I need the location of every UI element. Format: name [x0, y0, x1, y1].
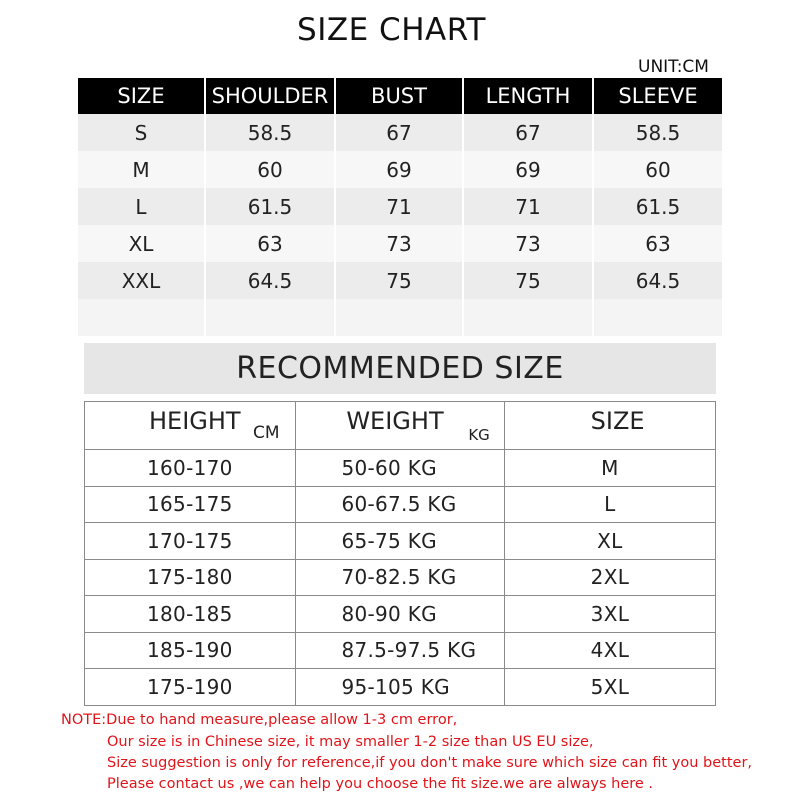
note-line-1	[61, 712, 457, 728]
header-size-label: SIZE	[590, 407, 645, 435]
table-row	[85, 633, 715, 670]
table-row-empty	[78, 299, 722, 336]
size-table-header	[78, 78, 722, 114]
table-cell-empty	[464, 299, 594, 336]
table-cell: 73	[464, 225, 594, 262]
table-row	[78, 151, 722, 188]
table-cell: 61.5	[206, 188, 336, 225]
header-sleeve: SLEEVE	[618, 84, 698, 108]
header-size	[505, 402, 715, 449]
table-cell: 63	[645, 231, 671, 256]
table-cell: 95-105 KG	[296, 669, 504, 705]
table-cell: 58.5	[635, 120, 681, 145]
table-cell: L	[604, 492, 616, 517]
table-cell-empty	[594, 299, 722, 336]
table-cell: XXL	[78, 262, 206, 299]
table-row	[85, 523, 715, 560]
table-cell: 50-60 KG	[296, 450, 504, 486]
table-cell: 67	[464, 114, 594, 151]
note-line-4: Please contact us ,we can help you choose the fit size.we are always here .	[107, 776, 654, 792]
header-length: LENGTH	[464, 78, 594, 114]
table-cell: 73	[336, 225, 464, 262]
table-row	[85, 560, 715, 597]
note-line-3: Size suggestion is only for reference,if you don't make sure which size can fit you better,	[107, 755, 753, 771]
recommended-size-table	[84, 401, 716, 706]
table-cell: 60-67.5 KG	[296, 487, 504, 523]
table-row	[85, 596, 715, 633]
table-row	[78, 188, 722, 225]
table-cell-empty	[336, 299, 464, 336]
table-cell: 67	[336, 114, 464, 151]
note-line-2: Our size is in Chinese size, it may smaller 1-2 size than US EU size,	[107, 734, 594, 750]
header-weight-label: WEIGHT	[346, 407, 444, 435]
header-size: SIZE	[78, 78, 206, 114]
table-cell: 60	[645, 157, 671, 182]
table-row	[78, 225, 722, 262]
table-cell: 71	[336, 188, 464, 225]
table-cell: 170-175	[85, 523, 296, 559]
table-cell: L	[78, 188, 206, 225]
table-row	[85, 487, 715, 524]
table-cell: 64.5	[635, 268, 681, 293]
header-weight	[296, 402, 504, 449]
table-row	[85, 669, 715, 705]
table-cell: 63	[206, 225, 336, 262]
table-cell: 64.5	[206, 262, 336, 299]
table-cell: 4XL	[590, 638, 630, 663]
table-cell: 5XL	[590, 674, 630, 699]
table-cell-empty	[206, 299, 336, 336]
table-cell: 160-170	[85, 450, 296, 486]
table-cell: 87.5-97.5 KG	[296, 633, 504, 669]
size-chart-table	[78, 78, 722, 336]
table-row	[78, 262, 722, 299]
unit-label: UNIT:CM	[638, 57, 709, 77]
table-cell: 75	[464, 262, 594, 299]
recommended-size-title: RECOMMENDED SIZE	[84, 343, 716, 394]
header-height	[85, 402, 296, 449]
page-title: SIZE CHART	[297, 12, 486, 48]
table-cell: 3XL	[590, 601, 630, 626]
table-cell: XL	[78, 225, 206, 262]
table-cell: 75	[336, 262, 464, 299]
table-row	[78, 114, 722, 151]
table-cell: 60	[206, 151, 336, 188]
note-label: NOTE:	[61, 712, 107, 728]
header-height-label: HEIGHT	[149, 407, 241, 435]
header-height-unit: CM	[253, 423, 280, 443]
table-cell: S	[78, 114, 206, 151]
table-row	[85, 450, 715, 487]
table-cell: 175-180	[85, 560, 296, 596]
table-cell: 175-190	[85, 669, 296, 705]
table-cell: 180-185	[85, 596, 296, 632]
table-cell: 185-190	[85, 633, 296, 669]
table-cell: 65-75 KG	[296, 523, 504, 559]
table-cell: 80-90 KG	[296, 596, 504, 632]
table-cell: 69	[464, 151, 594, 188]
recommended-table-header	[85, 402, 715, 450]
table-cell: M	[78, 151, 206, 188]
table-cell: 165-175	[85, 487, 296, 523]
table-cell: XL	[597, 528, 623, 553]
table-cell: 69	[336, 151, 464, 188]
table-cell-empty	[78, 299, 206, 336]
table-cell: 71	[464, 188, 594, 225]
header-bust: BUST	[336, 78, 464, 114]
note-text: Due to hand measure,please allow 1-3 cm error,	[106, 712, 458, 728]
table-cell: 2XL	[590, 565, 630, 590]
table-cell: 70-82.5 KG	[296, 560, 504, 596]
table-cell: 61.5	[635, 194, 681, 219]
table-cell: 58.5	[206, 114, 336, 151]
header-weight-unit: KG	[468, 426, 490, 444]
header-shoulder: SHOULDER	[206, 78, 336, 114]
table-cell: M	[601, 455, 619, 480]
